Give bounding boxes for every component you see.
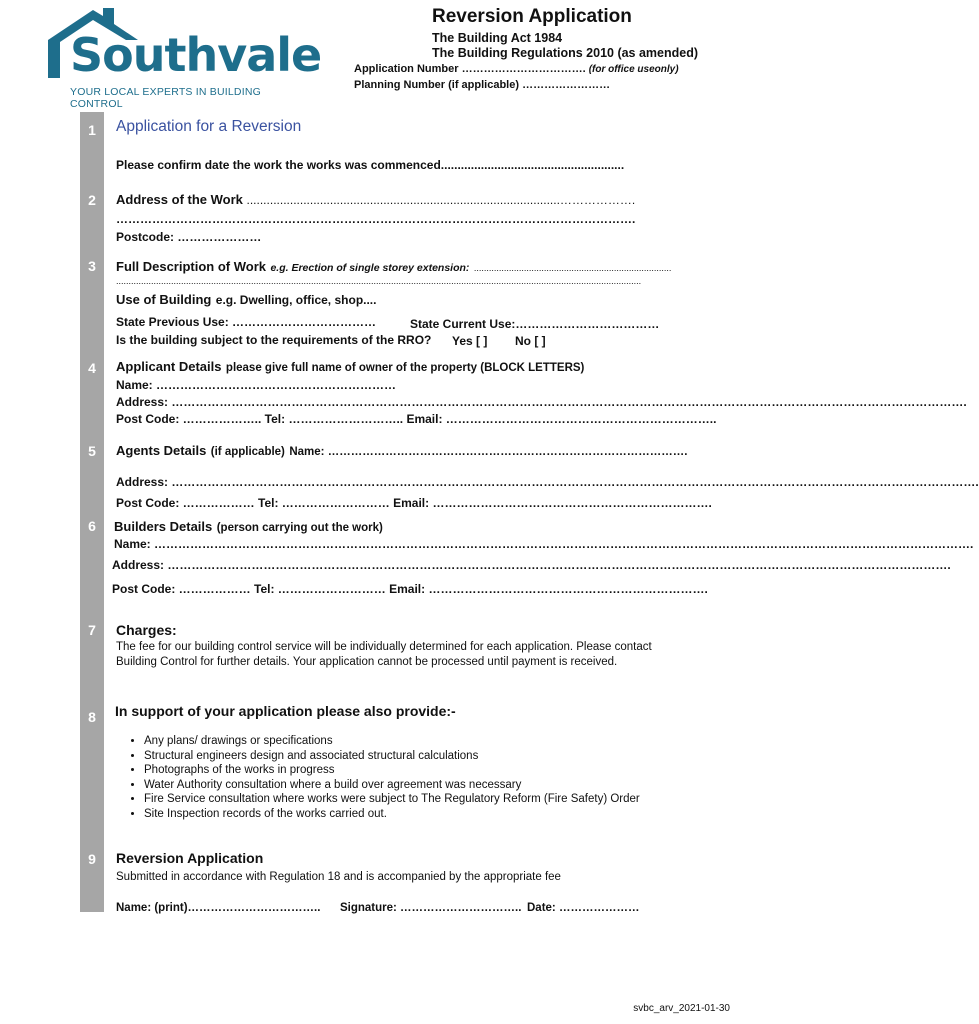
- section-number-9: 9: [88, 851, 96, 867]
- section-sidebar: [80, 112, 104, 912]
- work-description-field-1[interactable]: ...............................................................................: [473, 263, 672, 273]
- supporting-docs-list: [128, 734, 640, 822]
- date-field[interactable]: Date: …………………: [527, 902, 640, 914]
- rro-question: Is the building subject to the requirements of the RRO?: [116, 333, 432, 347]
- agent-details-note: (if applicable): [210, 446, 285, 458]
- agent-details-label: Agents Details: [116, 443, 207, 458]
- current-use-field[interactable]: State Current Use:………………………………: [410, 317, 660, 331]
- agent-address-field[interactable]: Address: ………………………………………………………………………………………………………………………………………………………………………………….: [116, 475, 979, 489]
- previous-use-field[interactable]: State Previous Use: ………………………………: [116, 315, 377, 329]
- work-description-example: e.g. Erection of single storey extension:: [270, 262, 470, 274]
- commencement-date-field[interactable]: .......................................................: [440, 158, 625, 172]
- planning-number-label: Planning Number (if applicable): [354, 79, 520, 91]
- logo-wordmark: Southvale: [70, 28, 322, 82]
- application-number-row: [354, 63, 679, 75]
- section-number-8: 8: [88, 709, 96, 725]
- list-item: • Fire Service consultation where works were subject to The Regulatory Reform (Fire Safety) Order: [144, 792, 640, 807]
- print-name-field[interactable]: Name: (print)……………………………..: [116, 902, 321, 914]
- use-of-building-label: Use of Building: [116, 292, 212, 307]
- southvale-logo: [48, 8, 322, 110]
- charges-title: Charges:: [116, 622, 177, 638]
- document-reference: svbc_arv_2021-01-30: [633, 1003, 730, 1014]
- building-regulations: The Building Regulations 2010 (as amended): [432, 46, 699, 60]
- planning-number-field[interactable]: ……………………: [522, 79, 611, 91]
- list-item: • Photographs of the works in progress: [144, 763, 640, 778]
- work-description-field-2[interactable]: ..................................................................................................................................................................................................................: [116, 276, 642, 286]
- work-address-row: [116, 192, 635, 207]
- use-of-building-row: [116, 291, 376, 309]
- agent-contact-field[interactable]: Post Code: ……………… Tel: ……………………… Email: …………………………………………………………….: [116, 496, 712, 510]
- section-number-6: 6: [88, 518, 96, 534]
- rro-no-checkbox[interactable]: No [ ]: [515, 334, 546, 348]
- signature-field[interactable]: Signature: …………………………..: [340, 902, 522, 914]
- work-address-field-2[interactable]: ………………………………………………………………………………………………………………….: [116, 212, 636, 226]
- builder-details-note: (person carrying out the work): [216, 522, 383, 534]
- office-use-note: (for office useonly): [588, 64, 679, 75]
- list-item: • Water Authority consultation where a build over agreement was necessary: [144, 778, 640, 793]
- reversion-declaration-title: Reversion Application: [116, 850, 264, 866]
- application-number-label: Application Number: [354, 63, 459, 75]
- charges-text: The fee for our building control service will be individually determined for each application. Please contact Building Control for further details. Your application cannot be processed until payment is received.: [116, 641, 652, 668]
- application-number-field[interactable]: …………………………….: [461, 63, 586, 75]
- applicant-address-field[interactable]: Address: ……………………………………………………………………………………………………………………………………………………………………………….: [116, 395, 967, 409]
- commencement-date-row: [116, 158, 624, 172]
- work-address-field-1[interactable]: ..............................................................................................……………….: [246, 193, 636, 207]
- work-address-label: Address of the Work: [116, 192, 243, 207]
- builder-details-label: Builders Details: [114, 519, 213, 534]
- list-item: • Any plans/ drawings or specifications: [144, 734, 640, 749]
- builder-address-field[interactable]: Address: …………………………………………………………………………………………………………………………………………………………………………….: [112, 558, 951, 572]
- use-of-building-example: e.g. Dwelling, office, shop....: [215, 293, 377, 307]
- supporting-docs-title: In support of your application please also provide:-: [115, 703, 456, 719]
- work-description-row: [116, 258, 671, 276]
- logo-tagline: YOUR LOCAL EXPERTS IN BUILDING CONTROL: [70, 86, 261, 110]
- building-act: The Building Act 1984: [432, 31, 563, 45]
- section-number-1: 1: [88, 122, 96, 138]
- section-number-7: 7: [88, 622, 96, 638]
- section-1-title: Application for a Reversion: [116, 118, 302, 135]
- applicant-details-heading: [116, 358, 584, 376]
- applicant-details-note: please give full name of owner of the property (BLOCK LETTERS): [225, 362, 585, 374]
- rro-yes-checkbox[interactable]: Yes [ ]: [452, 334, 488, 348]
- agent-details-heading: [116, 442, 687, 460]
- form-title: Reversion Application: [432, 6, 632, 27]
- section-number-4: 4: [88, 360, 96, 376]
- applicant-name-field[interactable]: Name: ……………………………………………………: [116, 378, 397, 392]
- list-item: • Site Inspection records of the works carried out.: [144, 807, 640, 822]
- section-number-5: 5: [88, 443, 96, 459]
- work-description-label: Full Description of Work: [116, 259, 266, 274]
- work-postcode-field[interactable]: Postcode: …………………: [116, 230, 262, 244]
- commencement-date-label: Please confirm date the work the works was commenced: [116, 158, 441, 172]
- section-number-2: 2: [88, 192, 96, 208]
- agent-name-field[interactable]: Name: ………………………………………………………………………………….: [289, 446, 688, 458]
- applicant-details-label: Applicant Details: [116, 359, 222, 374]
- builder-name-field[interactable]: Name: …………………………………………………………………………………………………………………………………………………………………………………….: [114, 537, 974, 551]
- reversion-declaration-text: Submitted in accordance with Regulation 18 and is accompanied by the appropriate fee: [116, 871, 561, 883]
- planning-number-row: [354, 79, 610, 91]
- applicant-contact-field[interactable]: Post Code: ……………….. Tel: ……………………….. Email: …………………………………………………………..: [116, 412, 717, 426]
- builder-contact-field[interactable]: Post Code: ……………… Tel: ……………………… Email: …………………………………………………………….: [112, 582, 708, 596]
- list-item: • Structural engineers design and associated structural calculations: [144, 749, 640, 764]
- builder-details-heading: [114, 518, 383, 536]
- section-number-3: 3: [88, 258, 96, 274]
